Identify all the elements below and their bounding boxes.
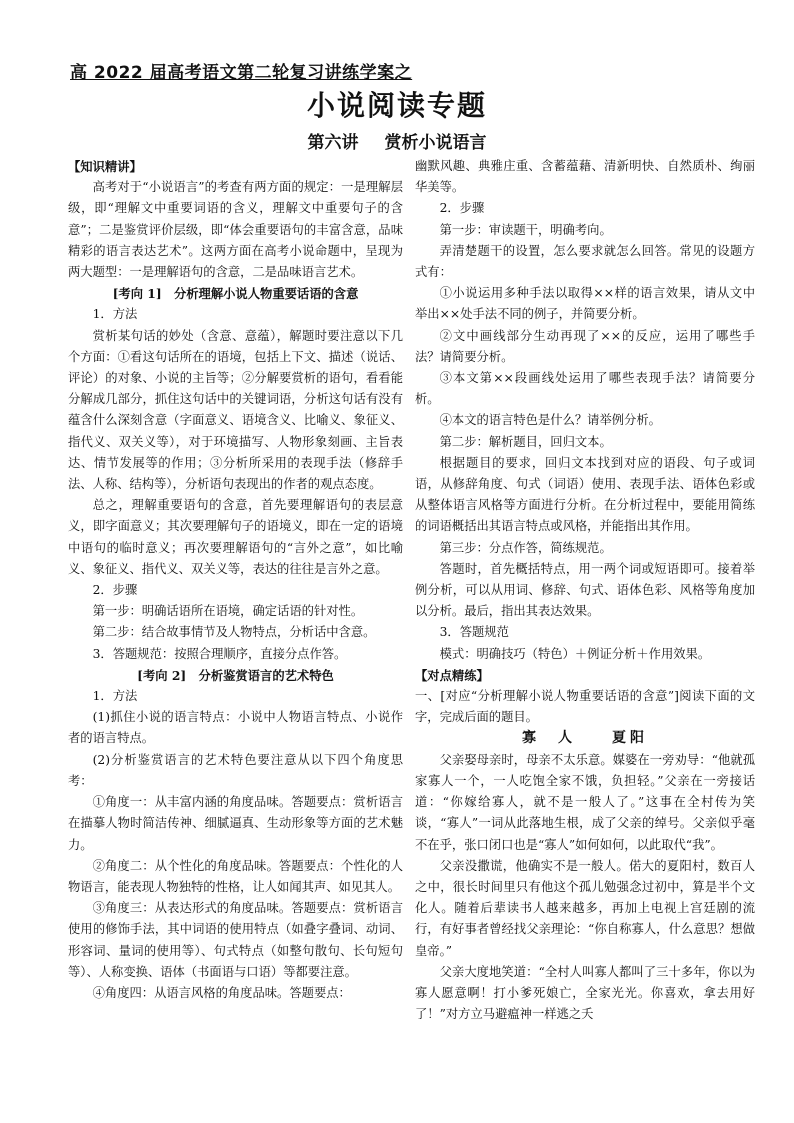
question-type-4: ④本文的语言特色是什么？请举例分析。 bbox=[439, 413, 661, 428]
method-heading-2: 1．方法 bbox=[92, 689, 138, 704]
angle-3: ③角度三：从表达形式的角度品味。答题要点：赏析语言使用的修饰手法，其中词语的使用特点（如叠字叠词、动词、形容词、量词的使用等）、句式特点（如整句散句、长句短句等）、人称变换、语体（书面语与口语）等都要注意。 bbox=[68, 901, 403, 979]
story-paragraph-1: 父亲娶母亲时，母亲不太乐意。媒婆在一旁劝导：“他就孤家寡人一个，一人吃饱全家不饿，负担轻。”父亲在一旁接话道：“你嫁给寡人，就不是一般人了。”这事在全村传为笑谈，“寡人”一词从此落地生根，成了父亲的绰号。父亲似乎毫不在乎，张口闭口也是“寡人”如何如何，以此取代“我”。 bbox=[415, 752, 755, 852]
answer-pattern: 模式：明确技巧（特色）＋例证分析＋作用效果。 bbox=[439, 646, 711, 661]
kaoxiang-1-heading: [考向 1] 分析理解小说人物重要话语的含意 bbox=[112, 286, 359, 302]
step-3: 第三步：分点作答，简练规范。 bbox=[439, 540, 612, 555]
step-1-detail: 弄清楚题干的设置，怎么要求就怎么回答。常见的设题方式有： bbox=[415, 243, 755, 280]
exercise-1-instruction: 一、[对应“分析理解小说人物重要话语的含意”]阅读下面的文字，完成后面的题目。 bbox=[415, 689, 755, 725]
method-item-2: (2)分析鉴赏语言的艺术特色要注意从以下四个角度思考： bbox=[68, 752, 403, 788]
step-2: 第二步：结合故事情节及人物特点，分析话中含意。 bbox=[92, 625, 376, 640]
intro-paragraph: 高考对于“小说语言”的考查有两方面的规定：一是理解层级，即“理解文中重要词语的含义，理解文中重要句子的含意”；二是鉴赏评价层级，即“体会重要语句的丰富含意，品味精彩的语言表达艺术”。这两方面在高考小说命题中，呈现为两大题型：一是理解语句的含意，二是品味语言艺术。 bbox=[68, 180, 403, 280]
angle-1: ①角度一：从丰富内涵的角度品味。答题要点：赏析语言在描摹人物时简洁传神、细腻逼真、生动形象等方面的艺术魅力。 bbox=[68, 795, 403, 852]
story-author: 夏阳 bbox=[612, 730, 648, 747]
story-title: 寡 人 bbox=[522, 730, 576, 747]
answer-norm-heading: 3．答题规范 bbox=[439, 625, 509, 640]
right-column bbox=[415, 156, 755, 1025]
method-item-1: (1)抓住小说的语言特点：小说中人物语言特点、小说作者的语言特点。 bbox=[68, 710, 403, 746]
step-2-detail: 根据题目的要求，回归文本找到对应的语段、句子或词语，从修辞角度、句式（词语）使用、表现手法、语体色彩或从整体语言风格等方面进行分析。在分析过程中，要能用简练的词语概括出其语言特点或风格，并能指出其作用。 bbox=[415, 455, 755, 534]
left-column bbox=[68, 156, 403, 1004]
series-title: 高 2022 届高考语文第二轮复习讲练学案之 bbox=[70, 63, 413, 83]
section-heading-practice: 【对点精练】 bbox=[415, 667, 489, 683]
question-type-1: ①小说运用多种手法以取得××样的语言效果，请从文中举出××处手法不同的例子，并简要分析。 bbox=[415, 286, 755, 322]
section-heading-knowledge: 【知识精讲】 bbox=[68, 159, 142, 174]
method-heading: 1．方法 bbox=[92, 307, 138, 322]
step-1-2: 第一步：审读题干，明确考向。 bbox=[439, 222, 612, 237]
lecture-title: 第六讲 赏析小说语言 bbox=[307, 133, 487, 153]
page-title: 小说阅读专题 bbox=[306, 89, 487, 122]
step-2-2: 第二步：解析题目，回归文本。 bbox=[439, 434, 612, 449]
angle-4: ④角度四：从语言风格的角度品味。答题要点： bbox=[92, 985, 351, 1000]
question-type-2: ②文中画线部分生动再现了××的反应，运用了哪些手法？请简要分析。 bbox=[415, 328, 755, 364]
continued-text: 幽默风趣、典雅庄重、含蓄蕴藉、清新明快、自然质朴、绚丽华美等。 bbox=[415, 159, 755, 195]
story-title-line bbox=[415, 728, 755, 749]
story-paragraph-2: 父亲没撒谎，他确实不是一般人。偌大的夏阳村，数百人之中，很长时间里只有他这个孤儿勉强念过初中，算是半个文化人。随着后辈读书人越来越多，再加上电视上宫廷剧的流行，有好事者曾经找父亲理论：“你自称寡人，什么意思？想做皇帝。” bbox=[415, 858, 755, 958]
steps-heading-2: 2．步骤 bbox=[439, 201, 485, 216]
story-paragraph-3: 父亲大度地笑道：“全村人叫寡人都叫了三十多年，你以为寡人愿意啊！打小爹死娘亡，全家光光。你喜欢，拿去用好了！”对方立马避瘟神一样逃之夭 bbox=[415, 964, 755, 1022]
step-3-detail: 答题时，首先概括特点，用一两个词或短语即可。接着举例分析，可以从用词、修辞、句式、语体色彩、风格等角度加以分析。最后，指出其表达效果。 bbox=[415, 561, 755, 619]
method-paragraph-2: 总之，理解重要语句的含意，首先要理解语句的表层意义，即字面意义；其次要理解句子的语境义，即在一定的语境中语句的临时意义；再次要理解语句的“言外之意”，如比喻义、象征义、指代义、双关义等，表达的往往是言外之意。 bbox=[68, 498, 403, 576]
method-paragraph-1: 赏析某句话的妙处（含意、意蕴），解题时要注意以下几个方面：①看这句话所在的语境，包括上下文、描述（说话、评论）的对象、小说的主旨等；②分解要赏析的语句，看看能分解成几部分，抓住这句话中的关键词语，分析这句话有没有蕴含什么深刻含意（字面意义、语境含义、比喻义、象征义、指代义、双关义等），对于环境描写、人物形象刻画、主旨表达、情节发展等的作用；③分析所采用的表现手法（修辞手法、人称、结构等），分析语句表现出的作者的观点态度。 bbox=[68, 328, 403, 492]
step-1: 第一步：明确话语所在语境，确定话语的针对性。 bbox=[92, 604, 364, 619]
steps-heading: 2．步骤 bbox=[92, 583, 138, 598]
question-type-3: ③本文第××段画线处运用了哪些表现手法？请简要分析。 bbox=[415, 371, 755, 407]
kaoxiang-2-heading: [考向 2] 分析鉴赏语言的艺术特色 bbox=[137, 667, 334, 683]
answer-norm: 3．答题规范：按照合理顺序，直接分点作答。 bbox=[92, 646, 347, 661]
angle-2: ②角度二：从个性化的角度品味。答题要点：个性化的人物语言，能表现人物独特的性格，让人如闻其声、如见其人。 bbox=[68, 858, 403, 894]
